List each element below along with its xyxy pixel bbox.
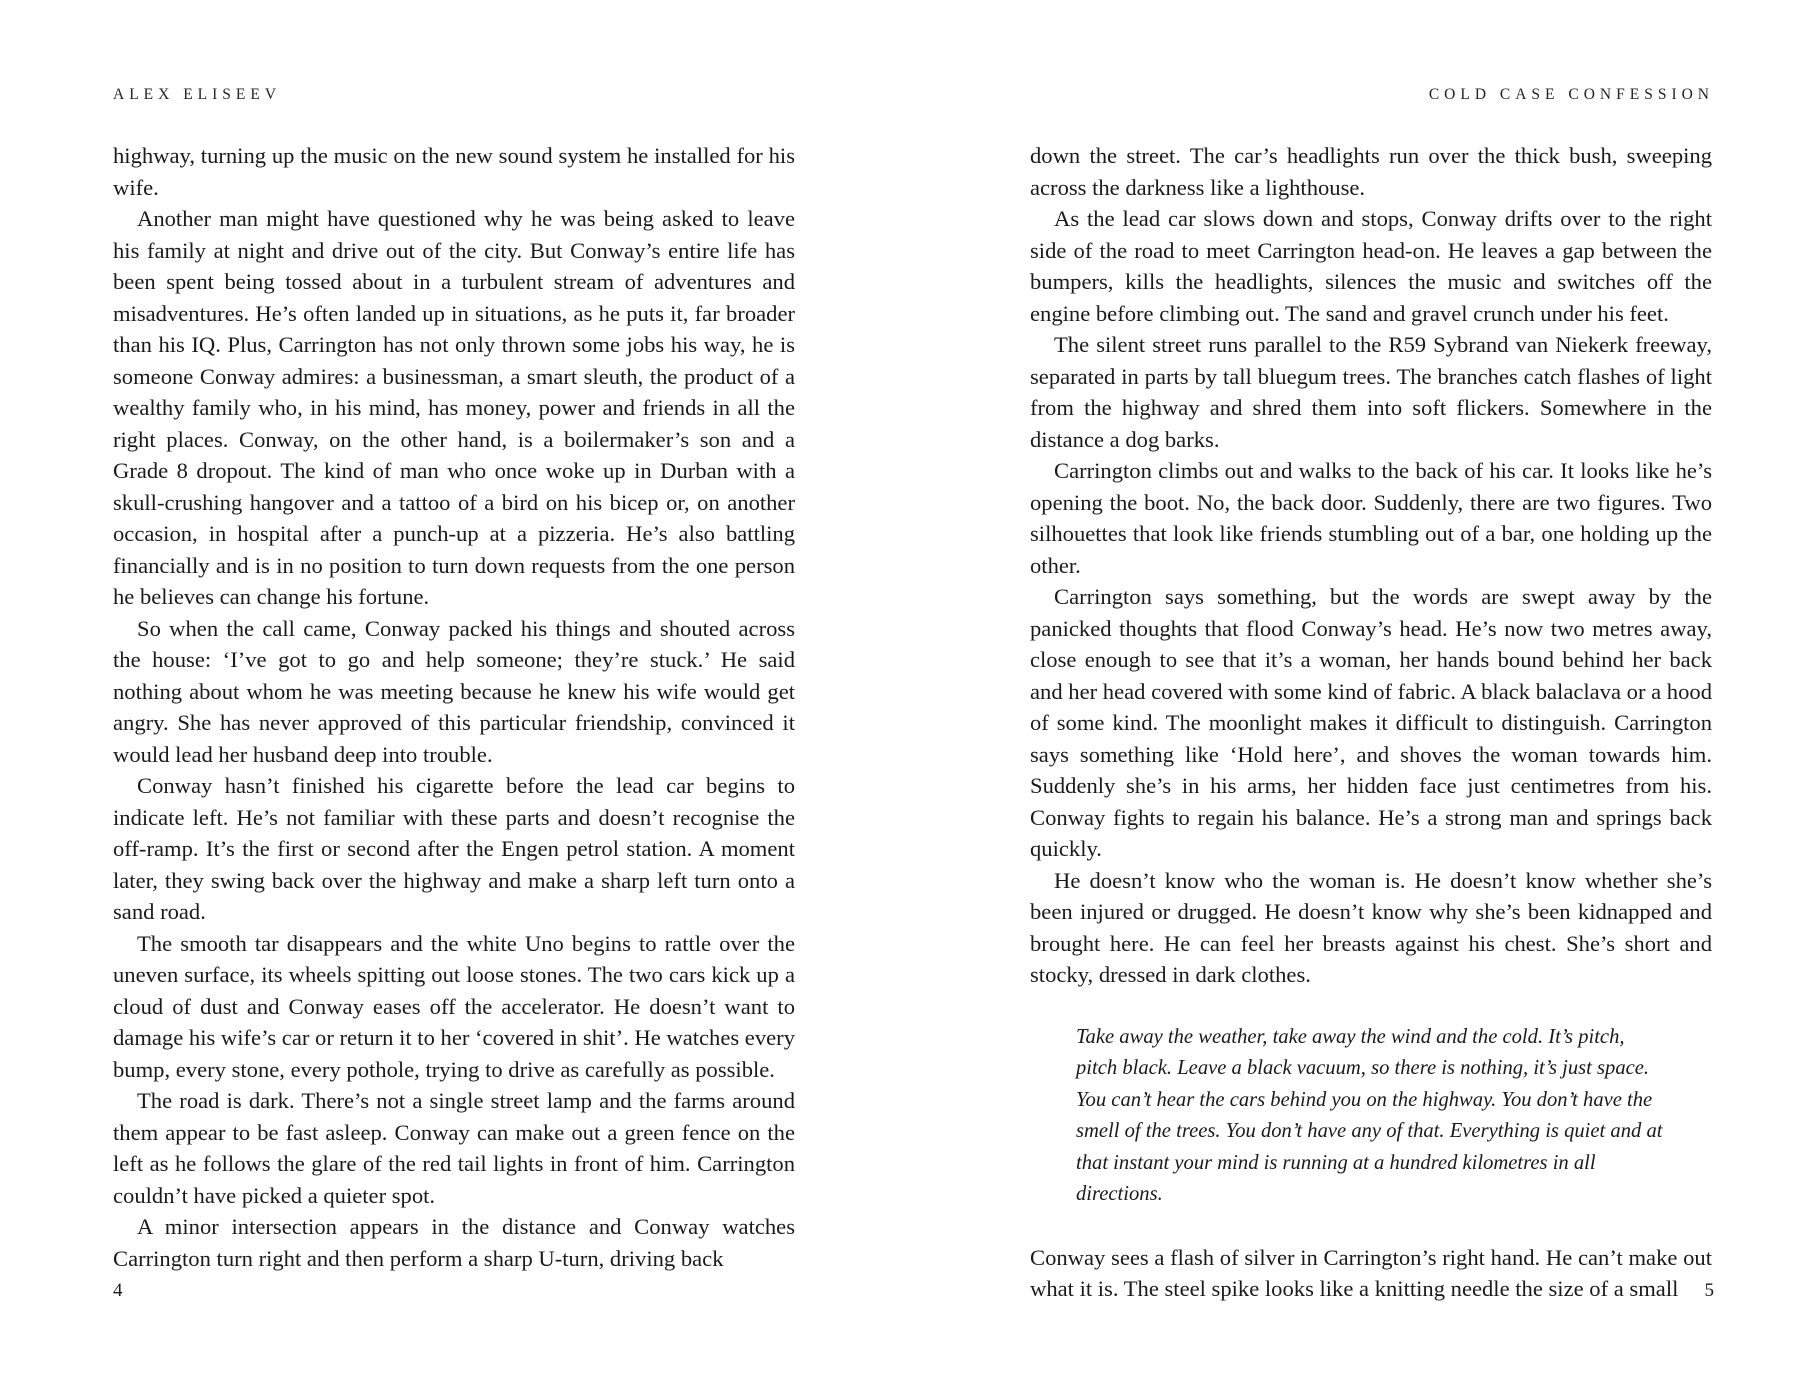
paragraph: highway, turning up the music on the new sound system he installed for his wife. <box>113 143 795 200</box>
page-number-right: 5 <box>1704 1280 1714 1301</box>
left-page-body <box>113 140 795 1274</box>
running-head-title: COLD CASE CONFESSION <box>1428 86 1714 103</box>
paragraph: A minor intersection appears in the distance and Conway watches Carrington turn right and then perform a sharp U-turn, driving back <box>113 1214 795 1271</box>
right-page <box>904 0 1807 1382</box>
left-page <box>0 0 903 1382</box>
paragraph: So when the call came, Conway packed his things and shouted across the house: ‘I’ve got to go and help someone; they’re stuck.’ He said nothing about whom he was meeting because he knew his wife would get angry. She has never approved of this particular friendship, convinced it would lead her husband deep into trouble. <box>113 615 795 767</box>
paragraph: Another man might have questioned why he was being asked to leave his family at night and drive out of the city. But Conway’s entire life has been spent being tossed about in a turbulent stream of adventures and misadventures. He’s often landed up in situations, as he puts it, far broader than his IQ. Plus, Carrington has not only thrown some jobs his way, he is someone Conway admires: a businessman, a smart sleuth, the product of a wealthy family who, in his mind, has money, power and friends in all the right places. Conway, on the other hand, is a boilermaker’s son and a Grade 8 dropout. The kind of man who once woke up in Durban with a skull-crushing hangover and a tattoo of a bird on his bicep or, on another occasion, in hospital after a punch-up at a pizzeria. He’s also battling financially and is in no position to turn down requests from the one person he believes can change his fortune. <box>113 206 795 609</box>
right-page-body <box>1030 140 1712 1305</box>
paragraph: Conway hasn’t finished his cigarette before the lead car begins to indicate left. He’s not familiar with these parts and doesn’t recognise the off-ramp. It’s the first or second after the Engen petrol station. A moment later, they swing back over the highway and make a sharp left turn onto a sand road. <box>113 773 795 924</box>
paragraph: The road is dark. There’s not a single street lamp and the farms around them appear to be fast asleep. Conway can make out a green fence on the left as he follows the glare of the red tail lights in front of him. Carrington couldn’t have picked a quieter spot. <box>113 1088 795 1208</box>
paragraph: Carrington climbs out and walks to the back of his car. It looks like he’s opening the boot. No, the back door. Suddenly, there are two figures. Two silhouettes that look like friends stumbling out of a bar, one holding up the other. <box>1030 458 1712 578</box>
paragraph: The silent street runs parallel to the R59 Sybrand van Niekerk freeway, separated in parts by tall bluegum trees. The branches catch flashes of light from the highway and shred them into soft flickers. Somewhere in the distance a dog barks. <box>1030 332 1712 452</box>
paragraph: As the lead car slows down and stops, Conway drifts over to the right side of the road to meet Carrington head-on. He leaves a gap between the bumpers, kills the headlights, silences the music and switches off the engine before climbing out. The sand and gravel crunch under his feet. <box>1030 206 1712 326</box>
page-number-left: 4 <box>113 1280 123 1301</box>
paragraph: down the street. The car’s headlights run over the thick bush, sweeping across the darkness like a lighthouse. <box>1030 143 1712 200</box>
block-quote: Take away the weather, take away the wind and the cold. It’s pitch, pitch black. Leave a black vacuum, so there is nothing, it’s just space. You can’t hear the cars behind you on the highway. You don’t have the smell of the trees. You don’t have any of that. Everything is quiet and at that instant your mind is running at a hundred kilometres in all directions. <box>1076 1025 1663 1205</box>
running-head-author: ALEX ELISEEV <box>113 86 282 103</box>
paragraph: The smooth tar disappears and the white Uno begins to rattle over the uneven surface, its wheels spitting out loose stones. The two cars kick up a cloud of dust and Conway eases off the accelerator. He doesn’t want to damage his wife’s car or return it to her ‘covered in shit’. He watches every bump, every stone, every pothole, trying to drive as carefully as possible. <box>113 930 795 1082</box>
paragraph: He doesn’t know who the woman is. He doesn’t know whether she’s been injured or drugged. He doesn’t know why she’s been kidnapped and brought here. He can feel her breasts against his chest. She’s short and stocky, dressed in dark clothes. <box>1030 867 1712 987</box>
paragraph: Conway sees a flash of silver in Carrington’s right hand. He can’t make out what it is. The steel spike looks like a knitting needle the size of a small <box>1030 1244 1712 1301</box>
paragraph: Carrington says something, but the words are swept away by the panicked thoughts that flood Conway’s head. He’s now two metres away, close enough to see that it’s a woman, her hands bound behind her back and her head covered with some kind of fabric. A black balaclava or a hood of some kind. The moonlight makes it difficult to distinguish. Carrington says something like ‘Hold here’, and shoves the woman towards him. Suddenly she’s in his arms, her hidden face just centimetres from his. Conway fights to regain his balance. He’s a strong man and springs back quickly. <box>1030 584 1712 861</box>
